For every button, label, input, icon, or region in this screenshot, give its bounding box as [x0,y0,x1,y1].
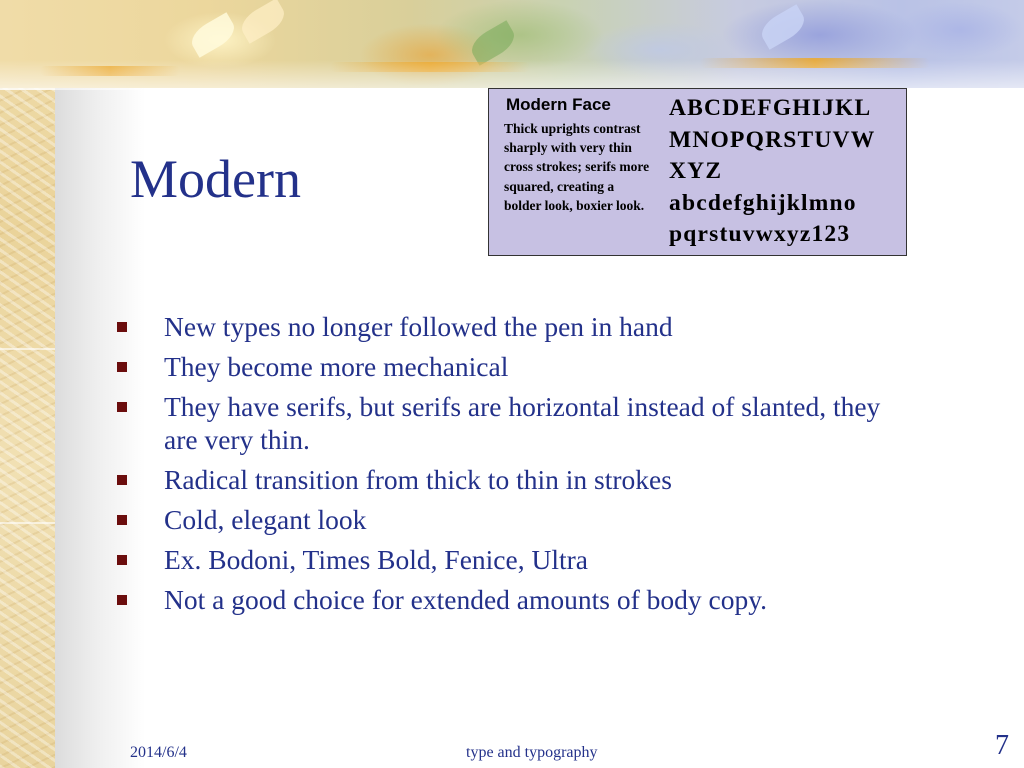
leaf-decoration [467,20,520,66]
square-bullet-icon [117,515,127,525]
square-bullet-icon [117,555,127,565]
square-bullet-icon [117,402,127,412]
leaf-decoration [237,0,290,44]
bullet-text: Radical transition from thick to thin in strokes [164,464,672,495]
decorative-left-strip [0,0,55,768]
slide-page-number: 7 [995,730,1009,761]
bullet-item [117,310,917,343]
decorative-top-banner [0,0,1024,88]
alphabet-line: abcdefghijklmno [669,189,857,216]
alphabet-line: XYZ [669,158,723,184]
square-bullet-icon [117,475,127,485]
square-bullet-icon [117,595,127,605]
type-specimen-box [488,88,907,256]
bullet-text: They have serifs, but serifs are horizontal instead of slanted, they are very thin. [164,391,881,455]
slide-title: Modern [130,149,301,209]
square-bullet-icon [117,362,127,372]
alphabet-line: pqrstuvwxyz123 [669,221,851,247]
strip-tile-edge [0,348,55,350]
specimen-alphabet [669,93,905,251]
bullet-item [117,463,917,496]
footer-title: type and typography [466,744,598,761]
bullet-item [117,543,917,576]
alphabet-line: ABCDEFGHIJKL [669,95,872,121]
bullet-item [117,583,917,616]
bullet-text: Not a good choice for extended amounts of body copy. [164,584,768,615]
strip-tile-edge [0,522,55,524]
bullet-text: Ex. Bodoni, Times Bold, Fenice, Ultra [164,544,588,575]
square-bullet-icon [117,322,127,332]
leaf-decoration [757,4,810,50]
bullet-list [117,310,917,623]
bullet-text: They become more mechanical [164,351,509,382]
bullet-text: New types no longer followed the pen in hand [164,311,673,342]
bullet-item [117,350,917,383]
bullet-item [117,503,917,536]
specimen-heading: Modern Face [506,95,611,114]
footer-date: 2014/6/4 [130,744,187,761]
leaf-decoration [187,12,240,58]
banner-fade [0,60,1024,90]
alphabet-line: MNOPQRSTUVW [669,126,876,153]
bullet-item [117,390,917,456]
bullet-text: Cold, elegant look [164,504,367,535]
specimen-description: Thick uprights contrast sharply with very thin cross strokes; serifs more squared, creating a bolder look, boxier look. [504,121,650,213]
